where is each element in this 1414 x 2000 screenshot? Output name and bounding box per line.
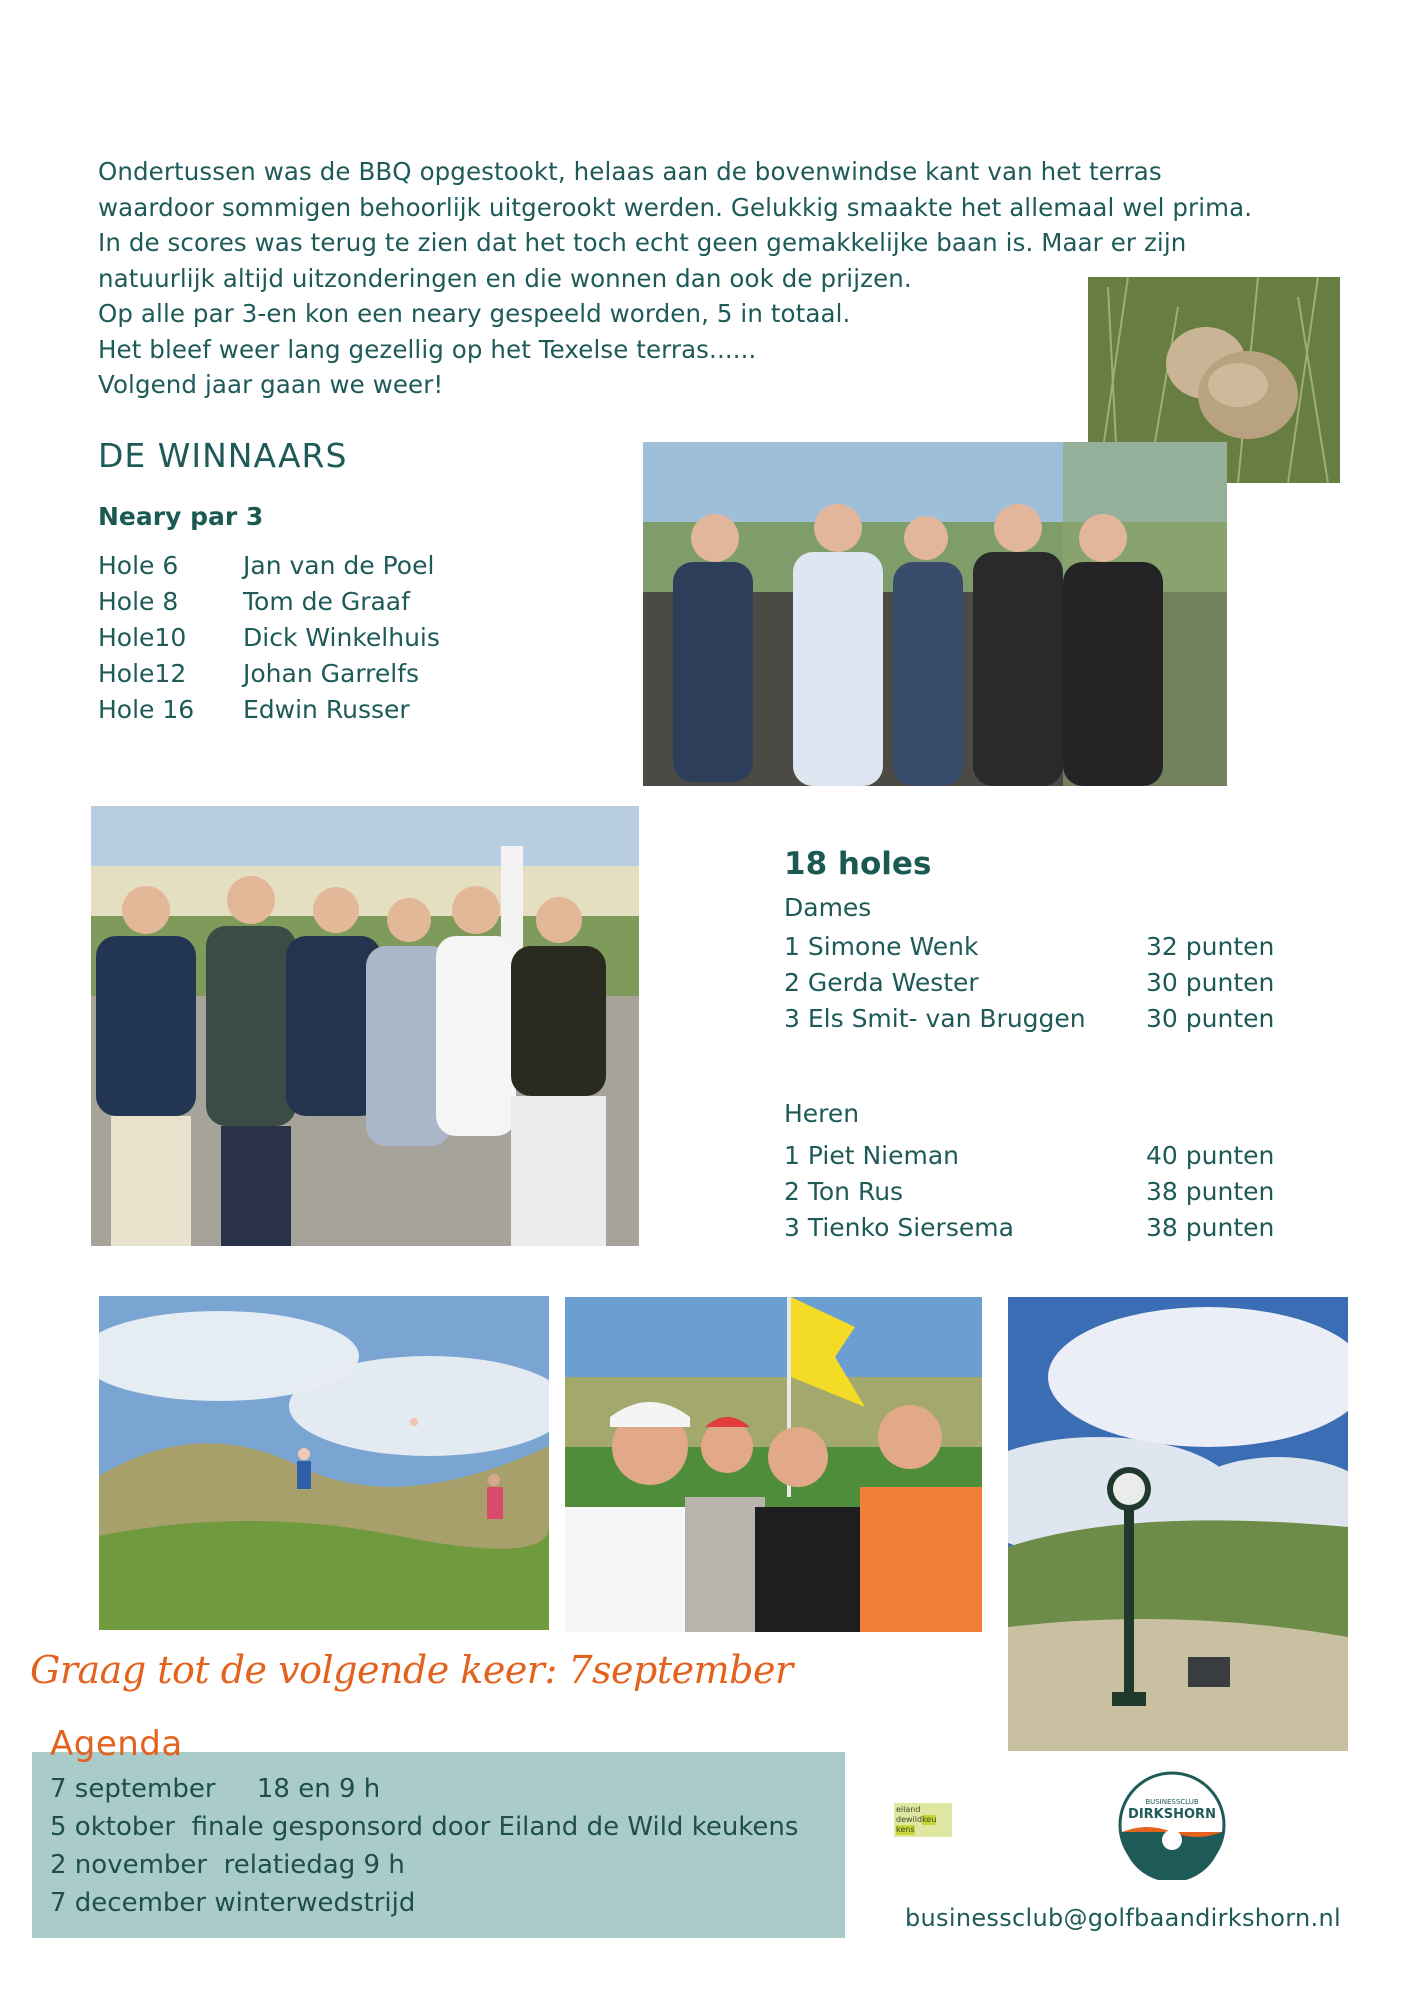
list-item bbox=[98, 584, 440, 620]
agenda-item: 7 december winterwedstrijd bbox=[50, 1888, 416, 1918]
closing-message: Graag tot de volgende keer: 7september bbox=[30, 1648, 793, 1692]
agenda-item: 2 november relatiedag 9 h bbox=[50, 1850, 405, 1880]
contact-email[interactable]: businessclub@golfbaandirkshorn.nl bbox=[905, 1904, 1341, 1932]
player-score: 30 punten bbox=[1146, 1004, 1275, 1033]
player-score: 40 punten bbox=[1146, 1141, 1275, 1170]
list-item bbox=[784, 965, 1274, 1001]
player-name: 1 Simone Wenk bbox=[784, 932, 979, 961]
list-item bbox=[784, 929, 1274, 965]
list-item bbox=[784, 1210, 1274, 1246]
winner-name: Edwin Russer bbox=[243, 695, 410, 724]
list-item bbox=[98, 548, 440, 584]
winner-name: Johan Garrelfs bbox=[243, 659, 420, 688]
selfie-photo bbox=[565, 1297, 982, 1632]
group-photo-18-holes-winners bbox=[91, 806, 639, 1246]
agenda-title: Agenda bbox=[50, 1724, 183, 1764]
heren-results bbox=[784, 1138, 1274, 1246]
heren-label: Heren bbox=[784, 1099, 860, 1128]
agenda-list bbox=[50, 1770, 798, 1922]
holes18-title: 18 holes bbox=[784, 846, 932, 882]
dunes-photo bbox=[99, 1296, 549, 1630]
intro-line: Het bleef weer lang gezellig op het Texelse terras...... bbox=[98, 334, 757, 364]
list-item bbox=[98, 692, 440, 728]
neary-list bbox=[98, 548, 440, 728]
club-logo-name-text: DIRKSHORN bbox=[1128, 1807, 1216, 1822]
winners-heading: DE WINNAARS bbox=[98, 436, 348, 475]
player-name: 2 Ton Rus bbox=[784, 1177, 904, 1206]
intro-line: natuurlijk altijd uitzonderingen en die wonnen dan ook de prijzen. bbox=[98, 263, 912, 293]
businessclub-dirkshorn-logo bbox=[1117, 1770, 1227, 1880]
player-score: 32 punten bbox=[1146, 932, 1275, 961]
player-score: 38 punten bbox=[1146, 1177, 1275, 1206]
list-item bbox=[98, 620, 440, 656]
list-item bbox=[784, 1138, 1274, 1174]
intro-line: Ondertussen was de BBQ opgestookt, helaas aan de bovenwindse kant van het terras bbox=[98, 157, 1162, 186]
agenda-item: 7 september 18 en 9 h bbox=[50, 1774, 381, 1804]
list-item bbox=[784, 1001, 1274, 1037]
player-name: 3 Tienko Siersema bbox=[784, 1213, 1014, 1242]
agenda-item: 5 oktober finale gesponsord door Eiland de Wild keukens bbox=[50, 1812, 799, 1842]
intro-line: waardoor sommigen behoorlijk uitgerookt werden. Gelukkig smaakte het allemaal wel prima. bbox=[98, 192, 1253, 222]
hole-label: Hole 8 bbox=[98, 587, 179, 616]
player-score: 38 punten bbox=[1146, 1213, 1275, 1242]
hole-label: Hole 16 bbox=[98, 695, 195, 724]
list-item bbox=[784, 1174, 1274, 1210]
hole-label: Hole 6 bbox=[98, 551, 179, 580]
intro-line: Volgend jaar gaan we weer! bbox=[98, 370, 444, 399]
player-name: 1 Piet Nieman bbox=[784, 1141, 959, 1170]
player-score: 30 punten bbox=[1146, 968, 1275, 997]
winner-name: Dick Winkelhuis bbox=[243, 623, 440, 652]
dames-results bbox=[784, 929, 1274, 1037]
winner-name: Jan van de Poel bbox=[243, 551, 435, 580]
list-item bbox=[98, 656, 440, 692]
group-photo-neary-winners bbox=[643, 442, 1227, 786]
clock-photo bbox=[1008, 1297, 1348, 1751]
hole-label: Hole12 bbox=[98, 659, 187, 688]
club-logo-top-text: BUSINESSCLUB bbox=[1145, 1798, 1199, 1806]
dames-label: Dames bbox=[784, 893, 872, 922]
player-name: 3 Els Smit- van Bruggen bbox=[784, 1004, 1086, 1033]
sponsor-logo-text: eiland bbox=[896, 1805, 921, 1814]
sponsor-logo-text: kens bbox=[896, 1825, 915, 1834]
winner-name: Tom de Graaf bbox=[243, 587, 410, 616]
sponsor-logo-text: dewild bbox=[896, 1815, 923, 1824]
neary-title: Neary par 3 bbox=[98, 502, 264, 531]
player-name: 2 Gerda Wester bbox=[784, 968, 979, 997]
intro-line: Op alle par 3-en kon een neary gespeeld worden, 5 in totaal. bbox=[98, 299, 851, 328]
sponsor-logo-text: keu bbox=[922, 1815, 937, 1824]
sponsor-logo bbox=[894, 1803, 952, 1837]
hole-label: Hole10 bbox=[98, 623, 187, 652]
intro-line: In de scores was terug te zien dat het toch echt geen gemakkelijke baan is. Maar er zijn bbox=[98, 228, 1187, 257]
